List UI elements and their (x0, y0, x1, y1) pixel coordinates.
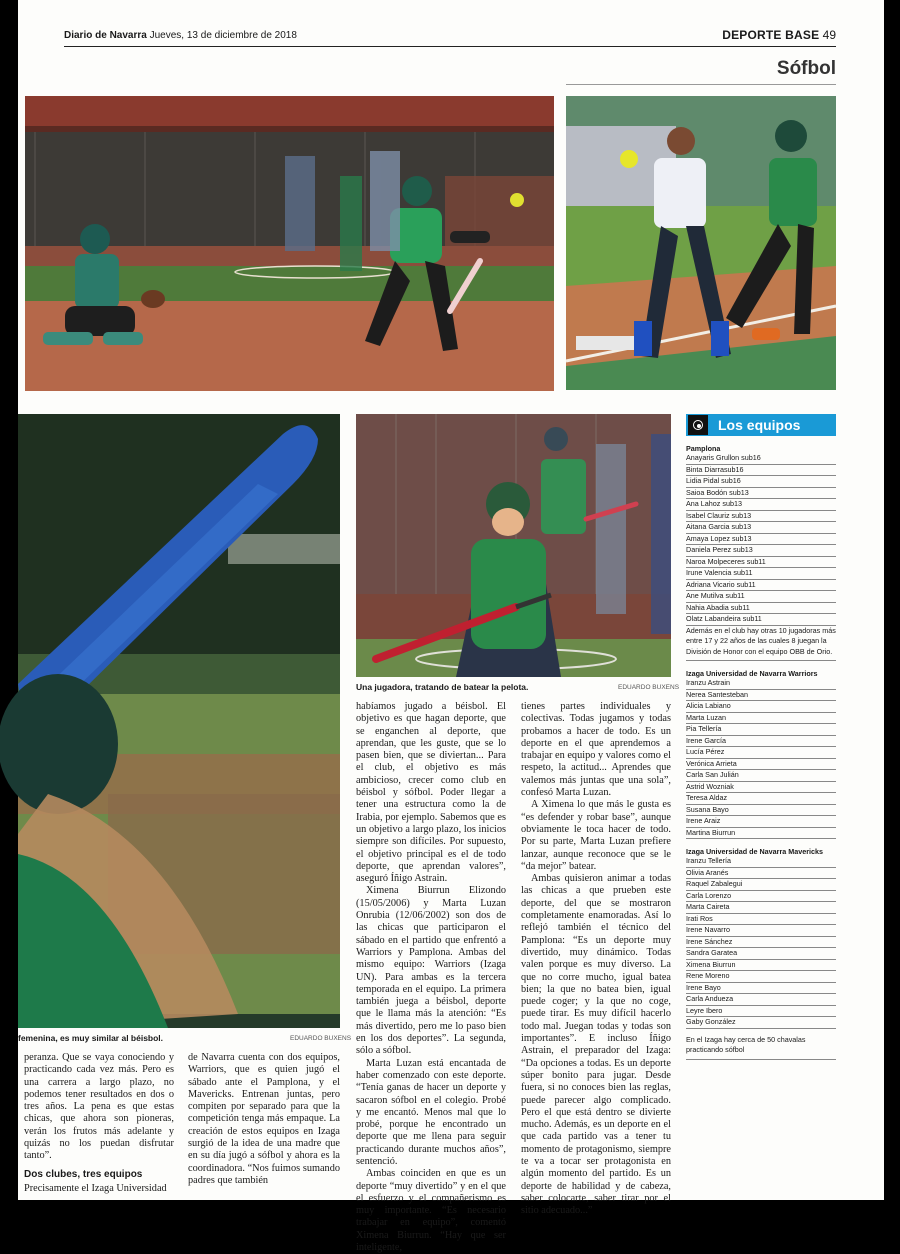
player-name: Marta Caireta (686, 902, 836, 914)
roster-pamplona (686, 453, 836, 626)
newspaper-name: Diario de Navarra (64, 30, 147, 41)
paragraph: Ambas coinciden en que es un deporte “muy divertido” y en el que el esfuerzo y el compañerismo es muy importante. “Es necesario trabajar en equipo”, comentó Ximena Biurrun. “Hay que ser inteligente, (356, 1168, 506, 1254)
player-name: Olivia Aranés (686, 868, 836, 880)
player-name: Teresa Aldaz (686, 793, 836, 805)
player-name: Irune Valencia sub11 (686, 568, 836, 580)
player-name: Isabel Clauriz sub13 (686, 511, 836, 523)
player-name: Carla Lorenzo (686, 891, 836, 903)
issue-date: Jueves, 13 de diciembre de 2018 (149, 30, 297, 41)
photo-batter-and-catcher (25, 96, 554, 391)
player-name: Anayaris Grullon sub16 (686, 453, 836, 465)
topic-rule (566, 84, 836, 85)
player-name: Lucía Pérez (686, 747, 836, 759)
player-name: Ane Mutilva sub11 (686, 591, 836, 603)
paragraph: A Ximena lo que más le gusta es “es defender y robar base”, aunque obviamente le toca hacer de todo. Por su parte, Marta Luzan prefiere lanzar, aunque reconoce que se le “da mejor” batear. (521, 799, 671, 872)
player-name: Amaya Lopez sub13 (686, 534, 836, 546)
topic-title: Sófbol (776, 58, 836, 79)
player-name: Susana Bayo (686, 805, 836, 817)
player-name: Saioa Bodón sub13 (686, 488, 836, 500)
player-name: Ana Lahoz sub13 (686, 499, 836, 511)
article-column-2 (188, 1052, 340, 1187)
player-name: Martina Biurrun (686, 828, 836, 840)
player-name: Naroa Molpeceres sub11 (686, 557, 836, 569)
player-name: Nerea Santesteban (686, 690, 836, 702)
player-name: Lidia Pidal sub16 (686, 476, 836, 488)
player-name: Leyre Ibero (686, 1006, 836, 1018)
photo-credit-left: EDUARDO BUXENS (290, 1035, 352, 1042)
teams-title: Los equipos (718, 417, 801, 433)
teams-sidebar (686, 414, 836, 1060)
player-name: Irene Araiz (686, 816, 836, 828)
paragraph: Precisamente el Izaga Universidad (24, 1182, 167, 1194)
player-name: Verónica Arrieta (686, 759, 836, 771)
player-name: Nahia Abadia sub11 (686, 603, 836, 615)
team-name-pamplona: Pamplona (686, 444, 721, 453)
roster-warriors (686, 678, 836, 839)
article-column-3 (356, 701, 506, 1254)
player-name: Rene Moreno (686, 971, 836, 983)
player-name: Olatz Labandeira sub11 (686, 614, 836, 626)
teams-header (686, 414, 836, 436)
photo-base-runner (566, 96, 836, 390)
player-name: Pia Tellería (686, 724, 836, 736)
team-name-mavericks: Izaga Universidad de Navarra Mavericks (686, 847, 824, 856)
player-name: Iranzu Astrain (686, 678, 836, 690)
photo-caption: Una jugadora, tratando de batear la pelota. (356, 682, 529, 692)
player-name: Carla Andueza (686, 994, 836, 1006)
photo-young-batter (356, 414, 671, 677)
player-name: Irene Sánchez (686, 937, 836, 949)
player-name: Irati Ros (686, 914, 836, 926)
roster-mavericks (686, 856, 836, 1029)
photo-credit: EDUARDO BUXENS (618, 684, 680, 691)
player-name: Sandra Garatea (686, 948, 836, 960)
article-column-1 (24, 1052, 174, 1195)
player-name: Alicia Labiano (686, 701, 836, 713)
player-name: Aitana Garcia sub13 (686, 522, 836, 534)
player-name: Adriana Vicario sub11 (686, 580, 836, 592)
team-note-pamplona: Además en el club hay otras 10 jugadoras más entre 17 y 22 años de las cuales 8 juegan la División de Honor con el equipo OBB de Orio. (686, 626, 836, 662)
paragraph: habíamos jugado a béisbol. El objetivo es que hagan deporte, que se enganchen al deporte, que aprendan, que les guste, que se lo pasen bien, que se diviertan... Para el club, el objetivo es más ambicioso, crecer como club en béisbol y sófbol. Poder llegar a tener una estructura como la de Irabia, por ejemplo. Sabemos que es un objetivo a largo plazo, los inicios siempre son difíciles. Por supuesto, el objetivo principal es el de todo deporte, que aprendan valores”, aseguró Íñigo Astrain. (356, 701, 506, 885)
paragraph: Ximena Biurrun Elizondo (15/05/2006) y Marta Luzan Onrubia (12/06/2002) son dos de las chicas que participaron el sábado en el partido que enfrentó a Warriors y Pamplona. Ambas del mismo equipo: Warriors (Izaga UN). Para ambas es la tercera temporada en el equipo. La primera también juega a béisbol, deporte que le llama más la atención: “Es más divertido, pero me lo paso bien en los dos deportes”. La segunda, sólo a sófbol. (356, 885, 506, 1057)
player-name: Irene Bayo (686, 983, 836, 995)
player-name: Iranzu Tellería (686, 856, 836, 868)
paragraph: de Navarra cuenta con dos equipos, Warriors, que es quien jugó el sábado ante el Pamplona, y el Mavericks. Entrenan juntas, pero compiten por separado para que la competición tenga más empaque. La creación de estos equipos en Izaga surgió de la idea de una madre que en su día jugó a sófbol y ahora es la coordinadora. “Nos fuimos sumando padres que también (188, 1052, 340, 1186)
player-name: Marta Luzan (686, 713, 836, 725)
paragraph: Marta Luzan está encantada de haber comenzado con este deporte. “Tenía ganas de hacer un deporte y sacaron sófbol en el colegio. Probé y me encantó. Menos mal que lo probé, porque he encontrado un deporte que me llena para seguir practicando durante muchos años”, sentenció. (356, 1057, 506, 1167)
player-name: Ximena Biurrun (686, 960, 836, 972)
player-name: Binta Diarrasub16 (686, 465, 836, 477)
player-name: Irene García (686, 736, 836, 748)
team-name-warriors: Izaga Universidad de Navarra Warriors (686, 669, 818, 678)
subheading: Dos clubes, tres equipos (24, 1168, 143, 1180)
section-name: DEPORTE BASE (722, 28, 820, 42)
player-name: Daniela Perez sub13 (686, 545, 836, 557)
target-icon (688, 415, 708, 435)
photo-bat-closeup (18, 414, 340, 1028)
player-name: Raquel Zabalegui (686, 879, 836, 891)
page-number: 49 (822, 28, 836, 42)
paragraph: peranza. Que se vaya conociendo y practicando cada vez más. Pero es una carrera a largo plazo, no podemos tener resultados en dos o tres años. La pena es que estas chicas, que ahora son pioneras, verán los frutos más adelante y quizás no los puedan disfrutar tanto”. (24, 1052, 174, 1162)
paragraph: tienes partes individuales y colectivas. Todas jugamos y todas probamos a hacer de todo. Es un deporte en el que aprendemos a trabajar en equipo y valores como el respeto, la actitud... Aprendes que valemos más juntas que una sola”, confesó Marta Luzan. (521, 701, 671, 799)
page-header (64, 28, 836, 47)
team-note-izaga: En el Izaga hay cerca de 50 chavalas practicando sófbol (686, 1035, 836, 1060)
newspaper-page (18, 0, 884, 1254)
photo-caption-left: femenina, es muy similar al béisbol. (18, 1033, 164, 1043)
player-name: Irene Navarro (686, 925, 836, 937)
player-name: Gaby González (686, 1017, 836, 1029)
player-name: Carla San Julián (686, 770, 836, 782)
player-name: Astrid Wozniak (686, 782, 836, 794)
article-column-4 (521, 701, 671, 1217)
paragraph: Ambas quisieron animar a todas las chicas a que prueben este deporte, del que se mostraron completamente enamoradas. Así lo reflejó también el técnico del Pamplona: “Es un deporte muy divertido, muy dinámico. Todas valen porque es muy diverso. La que no corre mucho, igual batea bien; la que no batea bien, igual puede coger; y la que no coge, puede tirar. Es muy difícil hacerlo todo mal. Juegan todas y todas son importantes”. E incluso Íñigo Astrain, el preparador del Izaga: “Da opciones a todas. Es un deporte súper bonito para jugar. Desde fuera, si no conoces bien las reglas, puede parecer algo complicado. Pero el que está dentro se divierte mucho. Además, es un deporte en el que cada partido vas a tener tu momento de protagonismo, siempre te va a tocar ser protagonista en algún momento del partido. Es un deporte de habilidad y de cabeza, saber colocarte, saber tirar por el sitio adecuado...” (521, 873, 671, 1217)
